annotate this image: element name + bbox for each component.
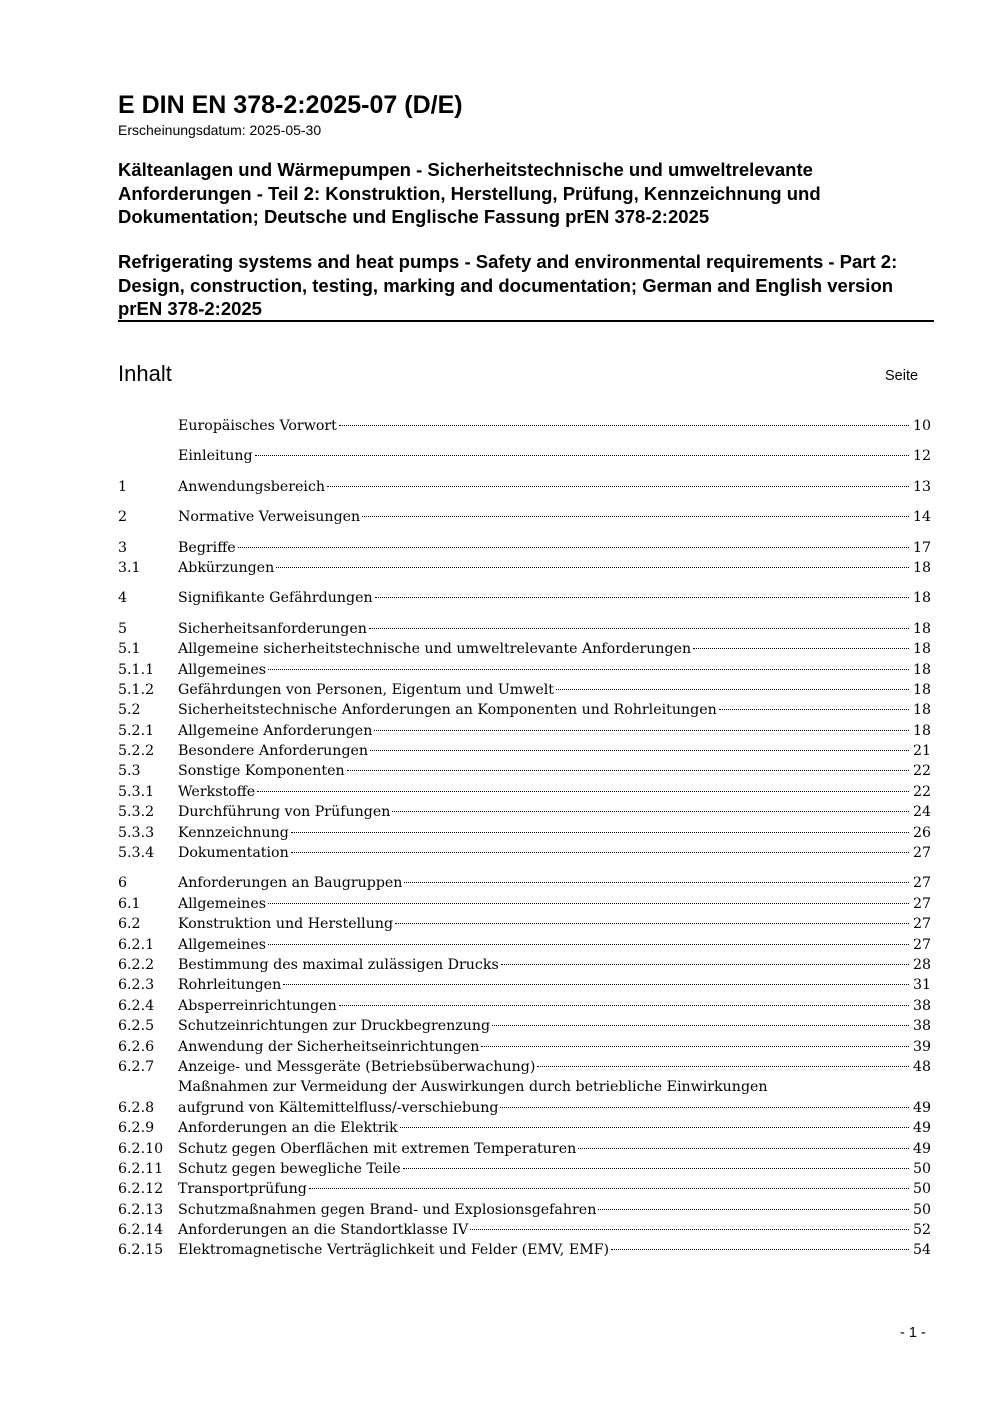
toc-entry[interactable] — [118, 588, 931, 608]
toc-entry-page: 17 — [912, 539, 931, 556]
toc-leader-dots — [268, 668, 909, 670]
toc-entry-title: Anwendungsbereich — [178, 478, 326, 495]
toc-entry-title: Besondere Anforderungen — [178, 743, 369, 760]
toc-entry-page: 18 — [912, 590, 931, 607]
toc-entry-number: 3.1 — [118, 559, 141, 576]
toc-entry-title: Anzeige- und Messgeräte (Betriebsüberwachung) — [178, 1058, 536, 1075]
toc-entry-page: 27 — [912, 916, 931, 933]
toc-entry-number: 5.2 — [118, 702, 141, 719]
toc-leader-dots — [611, 1248, 909, 1250]
toc-entry-title: Gefährdungen von Personen, Eigentum und Umwelt — [178, 681, 555, 698]
toc-entry-page: 18 — [912, 641, 931, 658]
toc-entry-page: 22 — [912, 783, 931, 800]
toc-entry-page: 49 — [912, 1120, 931, 1137]
toc-entry[interactable] — [118, 721, 931, 741]
toc-entry-page: 38 — [912, 997, 931, 1014]
toc-entry-title: Rohrleitungen — [178, 977, 282, 994]
toc-leader-dots — [693, 647, 909, 649]
toc-entry[interactable] — [118, 1240, 931, 1260]
toc-entry-number: 3 — [118, 539, 128, 556]
document-id: E DIN EN 378-2:2025-07 (D/E) — [118, 91, 463, 119]
toc-leader-dots — [403, 1167, 909, 1169]
toc-entry-number: 1 — [118, 478, 128, 495]
toc-entry-title: Konstruktion und Herstellung — [178, 916, 394, 933]
toc-entry-title: Allgemeines — [178, 661, 266, 678]
toc-leader-dots — [395, 922, 909, 924]
toc-entry-number: 6.2.12 — [118, 1181, 164, 1198]
toc-entry[interactable] — [118, 1037, 931, 1057]
toc-entry[interactable] — [118, 802, 931, 822]
toc-entry-page: 22 — [912, 763, 931, 780]
toc-leader-dots — [339, 1004, 909, 1006]
toc-entry-title-continued: aufgrund von Kältemittelfluss/-verschiebung — [178, 1099, 499, 1116]
toc-entry[interactable] — [118, 1077, 931, 1118]
toc-entry[interactable] — [118, 700, 931, 720]
toc-leader-dots — [327, 485, 909, 487]
toc-entry-title: Schutzeinrichtungen zur Druckbegrenzung — [178, 1018, 491, 1035]
toc-entry-page: 52 — [912, 1222, 931, 1239]
toc-entry-title: Schutz gegen Oberflächen mit extremen Temperaturen — [178, 1140, 577, 1157]
toc-entry[interactable] — [118, 975, 931, 995]
toc-entry-title: Werkstoffe — [178, 783, 256, 800]
toc-entry[interactable] — [118, 1118, 931, 1138]
toc-entry-number: 4 — [118, 590, 128, 607]
toc-leader-dots — [268, 943, 909, 945]
toc-entry-number: 6.2.14 — [118, 1222, 164, 1239]
toc-entry-page: 21 — [912, 743, 931, 760]
toc-leader-dots — [309, 1187, 909, 1189]
toc-entry-title: Anforderungen an die Elektrik — [178, 1120, 398, 1137]
page-number: - 1 - — [900, 1325, 926, 1341]
toc-leader-dots — [347, 769, 909, 771]
toc-entry-number: 6.2.5 — [118, 1018, 155, 1035]
title-divider — [118, 320, 934, 322]
toc-entry[interactable] — [118, 538, 931, 558]
toc-entry-number: 5.1.2 — [118, 681, 155, 698]
toc-leader-dots — [291, 851, 909, 853]
toc-entry-number: 6.2.2 — [118, 956, 155, 973]
toc-leader-dots — [268, 902, 909, 904]
toc-entry-title: Bestimmung des maximal zulässigen Drucks — [178, 956, 499, 973]
toc-entry[interactable] — [118, 619, 931, 639]
toc-entry-number: 6.2 — [118, 916, 141, 933]
toc-entry[interactable] — [118, 660, 931, 680]
toc-entry-page: 10 — [912, 418, 931, 434]
toc-entry-title: Allgemeines — [178, 936, 266, 953]
toc-entry-page: 39 — [912, 1038, 931, 1055]
toc-leader-dots — [276, 566, 909, 568]
toc-entry-page: 28 — [912, 956, 931, 973]
toc-leader-dots — [375, 596, 909, 598]
toc-entry-title: Schutz gegen bewegliche Teile — [178, 1160, 401, 1177]
toc-leader-dots — [556, 688, 909, 690]
toc-entry-title: Anwendung der Sicherheitseinrichtungen — [178, 1038, 480, 1055]
toc-entry-title: Sicherheitsanforderungen — [178, 620, 367, 637]
toc-entry[interactable] — [118, 1139, 931, 1159]
toc-entry-page: 49 — [912, 1099, 931, 1116]
toc-entry-number: 5.1 — [118, 641, 141, 658]
toc-entry[interactable] — [118, 558, 931, 578]
toc-leader-dots — [501, 963, 909, 965]
toc-entry-number: 6.2.9 — [118, 1120, 155, 1137]
toc-leader-dots — [500, 1106, 908, 1108]
toc-leader-dots — [537, 1065, 909, 1067]
toc-leader-dots — [598, 1208, 909, 1210]
toc-entry-number: 2 — [118, 509, 128, 526]
toc-leader-dots — [578, 1147, 909, 1149]
toc-leader-dots — [291, 831, 909, 833]
toc-entry-number: 6.1 — [118, 895, 141, 912]
toc-entry-number: 6.2.8 — [118, 1099, 155, 1116]
toc-entry[interactable] — [118, 955, 931, 975]
toc-entry-page: 50 — [912, 1181, 931, 1198]
toc-entry-title: Begriffe — [178, 539, 236, 556]
toc-entry[interactable] — [118, 914, 931, 934]
toc-entry-page: 50 — [912, 1201, 931, 1218]
toc-entry-page: 38 — [912, 1018, 931, 1035]
toc-entry[interactable] — [118, 761, 931, 781]
toc-entry[interactable] — [118, 446, 931, 466]
toc-leader-dots — [283, 983, 909, 985]
toc-leader-dots — [404, 881, 908, 883]
toc-leader-dots — [400, 1126, 909, 1128]
toc-leader-dots — [339, 424, 909, 426]
toc-entry-page: 27 — [912, 936, 931, 953]
toc-entry-number: 6.2.11 — [118, 1160, 164, 1177]
toc-leader-dots — [719, 708, 909, 710]
toc-entry-title: Sicherheitstechnische Anforderungen an Komponenten und Rohrleitungen — [178, 702, 717, 719]
toc-entry-number: 6.2.6 — [118, 1038, 155, 1055]
toc-entry-page: 27 — [912, 895, 931, 912]
toc-entry[interactable] — [118, 1057, 931, 1077]
toc-entry-page: 48 — [912, 1058, 931, 1075]
toc-entry[interactable] — [118, 996, 931, 1016]
toc-entry[interactable] — [118, 1200, 931, 1220]
toc-entry-number: 5.2.1 — [118, 722, 155, 739]
toc-entry-page: 27 — [912, 845, 931, 862]
toc-entry-title: Absperreinrichtungen — [178, 997, 337, 1014]
toc-leader-dots — [374, 729, 909, 731]
toc-entry-number: 6.2.7 — [118, 1058, 155, 1075]
toc-entry[interactable] — [118, 507, 931, 527]
publication-date: Erscheinungsdatum: 2025-05-30 — [118, 122, 322, 138]
toc-entry-number: 6.2.3 — [118, 977, 155, 994]
toc-entry-number: 6.2.1 — [118, 936, 155, 953]
toc-leader-dots — [369, 627, 909, 629]
toc-entry[interactable] — [118, 873, 931, 893]
toc-entry-title: Schutzmaßnahmen gegen Brand- und Explosionsgefahren — [178, 1201, 597, 1218]
toc-entry-page: 18 — [912, 722, 931, 739]
toc-entry-page: 18 — [912, 559, 931, 576]
toc-entry[interactable] — [118, 477, 931, 497]
toc-entry-number: 6 — [118, 875, 128, 892]
toc-entry-title: Allgemeine sicherheitstechnische und umweltrelevante Anforderungen — [178, 641, 692, 658]
toc-entry-page: 13 — [912, 478, 931, 495]
toc-entry-page: 14 — [912, 509, 931, 526]
toc-entry-page: 50 — [912, 1160, 931, 1177]
toc-leader-dots — [362, 515, 909, 517]
toc-entry-number: 5.3.2 — [118, 804, 155, 821]
toc-entry[interactable] — [118, 935, 931, 955]
toc-entry-page: 24 — [912, 804, 931, 821]
toc-entry-number: 6.2.13 — [118, 1201, 164, 1218]
title-german: Kälteanlagen und Wärmepumpen - Sicherheitstechnische und umweltrelevante Anforderungen - Teil 2: Konstruktion, Herstellung, Prüfung, Kennzeichnung und Dokumentation; Deutsche und Englische Fassung prEN 378-2:2025 — [118, 159, 821, 227]
toc-entry-number: 5 — [118, 620, 128, 637]
toc-entry[interactable] — [118, 639, 931, 659]
toc-entry-number: 5.3.3 — [118, 824, 155, 841]
toc-entry[interactable] — [118, 1159, 931, 1179]
toc-leader-dots — [470, 1228, 909, 1230]
toc-entry-title: Sonstige Komponenten — [178, 763, 345, 780]
toc-entry-page: 54 — [912, 1242, 931, 1259]
toc-entry-page: 31 — [912, 977, 931, 994]
toc-entry-number: 5.3.4 — [118, 845, 155, 862]
toc-entry-title: Allgemeine Anforderungen — [178, 722, 373, 739]
toc-entry-title: Durchführung von Prüfungen — [178, 804, 391, 821]
toc-entry-number: 5.3.1 — [118, 783, 155, 800]
toc-entry[interactable] — [118, 894, 931, 914]
toc-heading: Inhalt — [118, 361, 172, 386]
toc-entry-title: Allgemeines — [178, 895, 266, 912]
toc-entry-title: Kennzeichnung — [178, 824, 289, 841]
toc-entry-title: Anforderungen an Baugruppen — [178, 875, 403, 892]
toc-entry-page: 27 — [912, 875, 931, 892]
toc-leader-dots — [257, 790, 909, 792]
toc-entry-title: Maßnahmen zur Vermeidung der Auswirkungen durch betriebliche Einwirkungen — [178, 1079, 768, 1096]
toc-entry-title: Europäisches Vorwort — [178, 418, 337, 434]
toc-entry[interactable] — [118, 843, 931, 863]
toc-entry-title: Normative Verweisungen — [178, 509, 361, 526]
toc-entry-number: 6.2.15 — [118, 1242, 164, 1259]
toc-entry-title: Transportprüfung — [178, 1181, 307, 1198]
toc-entry-title: Einleitung — [178, 448, 253, 465]
toc-leader-dots — [255, 454, 909, 456]
toc-entry[interactable] — [118, 741, 931, 761]
toc-entry-page: 26 — [912, 824, 931, 841]
toc-entry[interactable] — [118, 680, 931, 700]
toc-entry[interactable] — [118, 823, 931, 843]
toc-entry[interactable] — [118, 1179, 931, 1199]
toc-entry[interactable] — [118, 1220, 931, 1240]
toc-entry-page: 49 — [912, 1140, 931, 1157]
toc-entry-page: 18 — [912, 620, 931, 637]
toc-entry-page: 18 — [912, 681, 931, 698]
toc-entry-number: 5.2.2 — [118, 743, 155, 760]
toc-page-label: Seite — [885, 368, 919, 384]
toc-leader-dots — [481, 1045, 909, 1047]
toc-entry-number: 6.2.10 — [118, 1140, 164, 1157]
toc-entry[interactable] — [118, 1016, 931, 1036]
toc-leader-dots — [492, 1024, 909, 1026]
toc-entry-title: Signifikante Gefährdungen — [178, 590, 373, 607]
toc-leader-dots — [238, 546, 909, 548]
toc-entry-page: 18 — [912, 702, 931, 719]
toc-entry[interactable] — [118, 782, 931, 802]
table-of-contents — [118, 416, 931, 1261]
toc-leader-dots — [370, 749, 909, 751]
toc-leader-dots — [392, 810, 909, 812]
toc-entry-title: Abkürzungen — [178, 559, 275, 576]
toc-entry-number: 5.3 — [118, 763, 141, 780]
toc-entry-page: 12 — [912, 448, 931, 465]
toc-entry-number: 5.1.1 — [118, 661, 155, 678]
toc-entry-title: Elektromagnetische Verträglichkeit und Felder (EMV, EMF) — [178, 1242, 610, 1259]
toc-entry-title: Dokumentation — [178, 845, 289, 862]
title-english: Refrigerating systems and heat pumps - Safety and environmental requirements - Part 2: Design, construction, testing, marking and documentation; German and English version prEN 378-2:2025 — [118, 251, 898, 319]
toc-entry-title: Anforderungen an die Standortklasse IV — [178, 1222, 469, 1239]
toc-entry-number: 6.2.4 — [118, 997, 155, 1014]
toc-entry[interactable] — [118, 416, 931, 436]
toc-entry-page: 18 — [912, 661, 931, 678]
